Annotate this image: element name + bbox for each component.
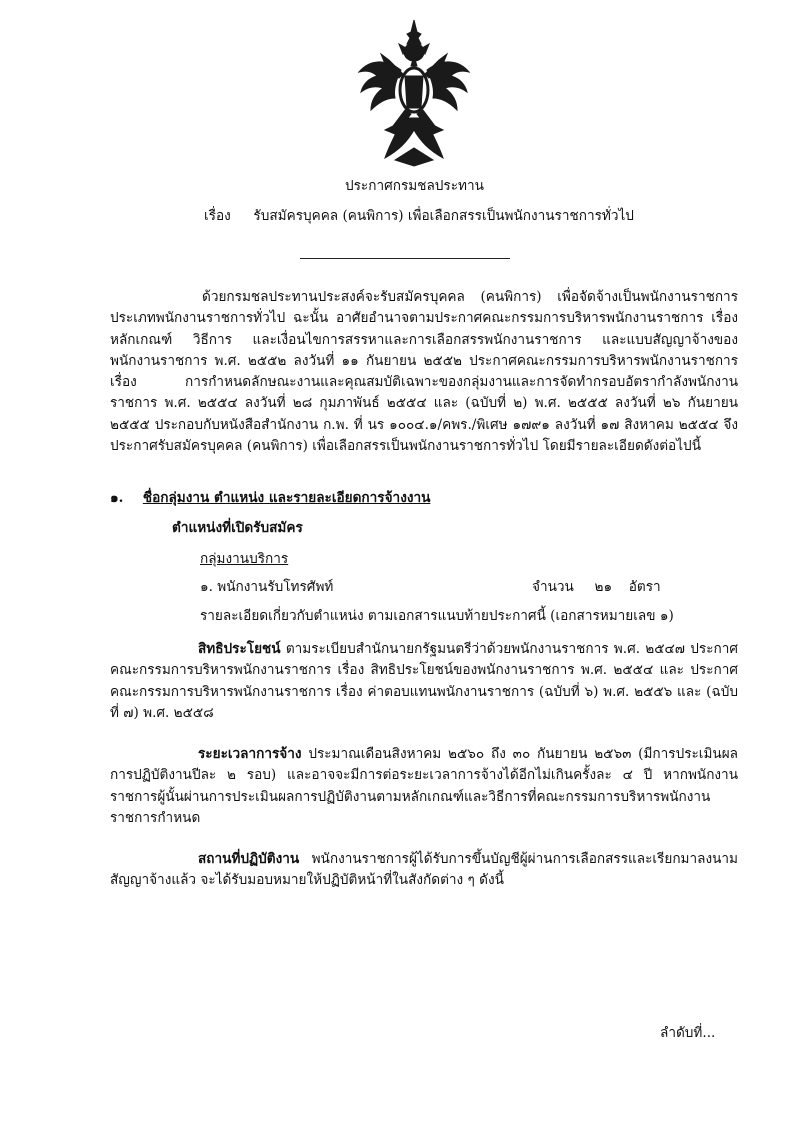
section1-number: ๑.	[110, 490, 124, 506]
subject-label: เรื่อง	[204, 208, 231, 224]
section1-heading	[110, 488, 430, 509]
position-item: ๑. พนักงานรับโทรศัพท์	[200, 579, 334, 595]
title-divider	[300, 258, 510, 259]
issuer-title: ประกาศกรมชลประทาน	[345, 178, 484, 194]
subject-line	[204, 206, 634, 227]
subject-text: รับสมัครบุคคล (คนพิการ) เพื่อเลือกสรรเป็นพนักงานราชการทั่วไป	[253, 208, 634, 224]
position-amount	[532, 577, 661, 598]
service-group-label: กลุ่มงานบริการ	[200, 551, 289, 567]
continuation-note: ลำดับที่...	[660, 1025, 716, 1041]
benefits-paragraph	[110, 639, 738, 724]
intro-paragraph: ด้วยกรมชลประทานประสงค์จะรับสมัครบุคคล (คนพิการ) เพื่อจัดจ้างเป็นพนักงานราชการประเภทพนักงานราชการทั่วไป ฉะนั้น อาศัยอำนาจตามประกาศคณะกรรมการบริหารพนักงานราชการ เรื่อง หลักเกณฑ์ วิธีการ และเงื่อนไขการสรรหาและการเลือกสรรพนักงานราชการ และแบบสัญญาจ้างของพนักงานราชการ พ.ศ. ๒๕๕๒ ลงวันที่ ๑๑ กันยายน ๒๕๕๒ ประกาศคณะกรรมการบริหารพนักงานราชการ เรื่อง การกำหนดลักษณะงานและคุณสมบัติเฉพาะของกลุ่มงานและการจัดทำกรอบอัตรากำลังพนักงานราชการ พ.ศ. ๒๕๕๔ ลงวันที่ ๒๘ กุมภาพันธ์ ๒๕๕๔ และ (ฉบับที่ ๒) พ.ศ. ๒๕๕๕ ลงวันที่ ๒๖ กันยายน ๒๕๕๕ ประกอบกับหนังสือสำนักงาน ก.พ. ที่ นร ๑๐๐๔.๑/คพร./พิเศษ ๑๗๙๑ ลงวันที่ ๑๗ สิงหาคม ๒๕๕๔ จึงประกาศรับสมัครบุคคล (คนพิการ) เพื่อเลือกสรรเป็นพนักงานราชการทั่วไป โดยมีรายละเอียดดังต่อไปนี้	[110, 289, 738, 455]
amount-value: ๒๑	[594, 579, 613, 595]
period-label: ระยะเวลาการจ้าง	[198, 746, 302, 762]
section1-title: ชื่อกลุ่มงาน ตำแหน่ง และรายละเอียดการจ้างงาน	[142, 490, 431, 506]
amount-label: จำนวน	[532, 579, 574, 595]
period-paragraph	[110, 744, 738, 829]
amount-unit: อัตรา	[628, 579, 661, 595]
position-detail-note: รายละเอียดเกี่ยวกับตำแหน่ง ตามเอกสารแนบท้ายประกาศนี้ (เอกสารหมายเลข ๑)	[200, 608, 674, 624]
workplace-text: พนักงานราชการผู้ได้รับการขึ้นบัญชีผู้ผ่านการเลือกสรรและเรียกมาลงนามสัญญาจ้างแล้ว จะได้รับมอบหมายให้ปฏิบัติหน้าที่ในสังกัดต่าง ๆ ดังนี้	[110, 851, 738, 889]
workplace-paragraph	[110, 849, 738, 892]
period-text: ประมาณเดือนสิงหาคม ๒๕๖๐ ถึง ๓๐ กันยายน ๒๕๖๓ (มีการประเมินผลการปฏิบัติงานปีละ ๒ รอบ) และอาจจะมีการต่อระยะเวลาการจ้างได้อีกไม่เกินครั้งละ ๔ ปี หากพนักงานราชการผู้นั้นผ่านการประเมินผลการปฏิบัติงานตามหลักเกณฑ์และวิธีการที่คณะกรรมการบริหารพนักงานราชการกำหนด	[110, 746, 738, 826]
benefits-text: ตามระเบียบสำนักนายกรัฐมนตรีว่าด้วยพนักงานราชการ พ.ศ. ๒๕๔๗ ประกาศคณะกรรมการบริหารพนักงานราชการ เรื่อง สิทธิประโยชน์ของพนักงานราชการ พ.ศ. ๒๕๕๔ และ ประกาศคณะกรรมการบริหารพนักงานราชการ เรื่อง ค่าตอบแทนพนักงานราชการ (ฉบับที่ ๖) พ.ศ. ๒๕๕๖ และ (ฉบับที่ ๗) พ.ศ. ๒๕๕๘	[110, 641, 738, 721]
garuda-emblem-icon	[355, 18, 473, 168]
open-positions-label: ตำแหน่งที่เปิดรับสมัคร	[172, 520, 303, 536]
workplace-label: สถานที่ปฏิบัติงาน	[198, 851, 300, 867]
benefits-label: สิทธิประโยชน์	[198, 641, 281, 657]
